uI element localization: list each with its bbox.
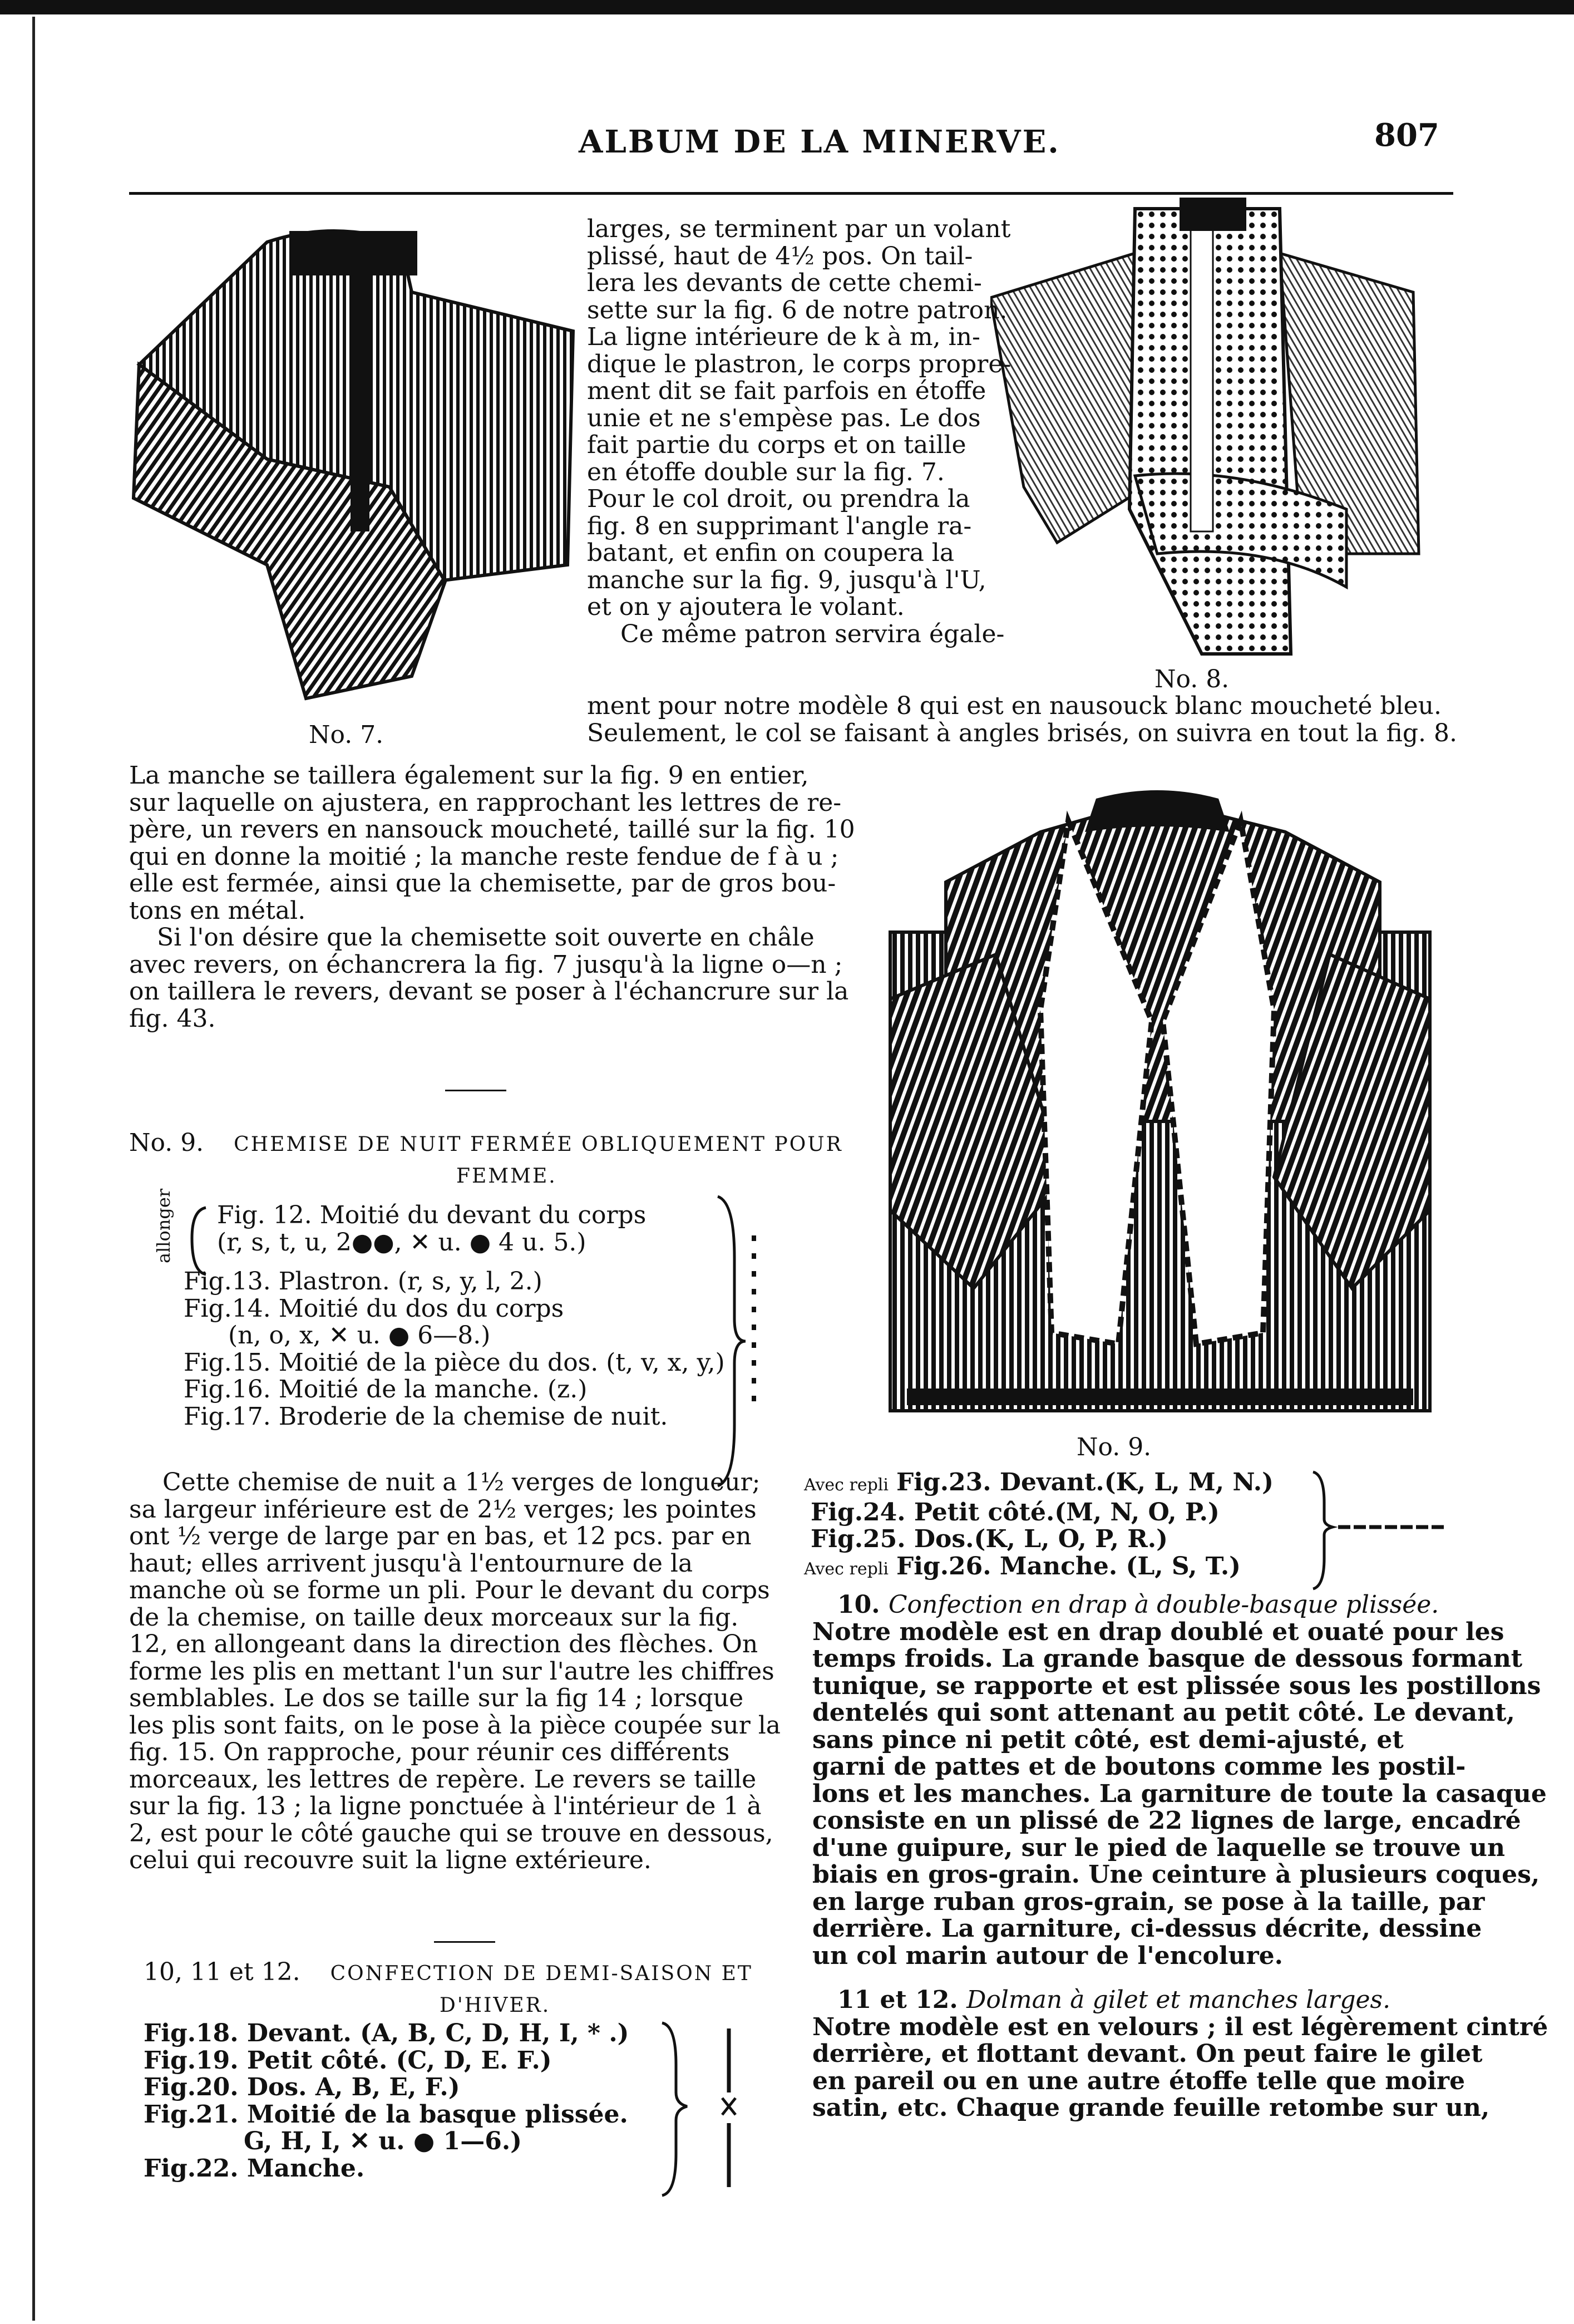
- text-line: batant, et enfin on coupera la: [587, 539, 955, 567]
- fig-item: G, H, I, ✕ u. ● 1—6.): [244, 2127, 522, 2155]
- para10-number: 10.: [837, 1591, 880, 1619]
- para11-title: Dolman à gilet et manches larges.: [966, 1986, 1391, 2014]
- avec-repli-label: Avec repli: [804, 1475, 889, 1495]
- fig-item: Fig.22. Manche.: [144, 2154, 365, 2183]
- text-line: tons en métal.: [129, 896, 306, 925]
- fig-item: Fig.19. Petit côté. (C, D, E. F.): [144, 2046, 552, 2075]
- text-line: fait partie du corps et on taille: [587, 431, 966, 459]
- text-line: forme les plis en mettant l'un sur l'autre les chiffres: [129, 1657, 774, 1686]
- text-left-paragraph: [129, 762, 855, 1032]
- section10-title-line2: D'HIVER.: [440, 1994, 551, 2017]
- fig-item: [804, 1553, 1274, 1583]
- fig-item: Fig. 12. Moitié du devant du corps: [217, 1201, 647, 1229]
- section9-heading: [129, 1130, 843, 1159]
- scan-top-edge: [0, 0, 1574, 14]
- section9-body: [129, 1469, 781, 1874]
- text-line: satin, etc. Chaque grande feuille retombe sur un,: [812, 2094, 1490, 2122]
- right-fig-list: [804, 1469, 1274, 1583]
- text-line: fig. 8 en supprimant l'angle ra-: [587, 511, 972, 540]
- illustration-chemisette-7: [122, 220, 579, 704]
- text-line: biais en gros-grain. Une ceinture à plusieurs coques,: [812, 1860, 1540, 1889]
- section9-fig-list: [184, 1202, 725, 1430]
- section10-heading: [144, 1959, 753, 1988]
- caption-no9: No. 9.: [1077, 1433, 1152, 1461]
- text-line: derrière. La garniture, ci-dessus décrite, dessine: [812, 1914, 1482, 1943]
- running-head: ALBUM DE LA MINERVE.: [579, 124, 1060, 160]
- para10-heading: [837, 1592, 1547, 1619]
- text-line: et on y ajoutera le volant.: [587, 593, 905, 621]
- text-line: d'une guipure, sur le pied de laquelle se trouve un: [812, 1833, 1505, 1862]
- text-line: manche sur la fig. 9, jusqu'à l'U,: [587, 565, 986, 594]
- fig-item: Fig.20. Dos. A, B, E, F.): [144, 2073, 460, 2101]
- text-line: garni de pattes et de boutons comme les postil-: [812, 1752, 1466, 1781]
- section10-number: 10, 11 et 12.: [144, 1958, 300, 1986]
- text-line: consiste en un plissé de 22 lignes de large, encadré: [812, 1806, 1521, 1835]
- section10-title: CONFECTION DE DEMI-SAISON ET: [330, 1962, 753, 1985]
- section9-number: No. 9.: [129, 1129, 204, 1157]
- text-line: on taillera le revers, devant se poser à l'échancrure sur la: [129, 977, 849, 1006]
- text-line: un col marin autour de l'encolure.: [812, 1941, 1283, 1970]
- fig-item: (r, s, t, u, 2●●, ✕ u. ● 4 u. 5.): [217, 1228, 586, 1257]
- text-line: 12, en allongeant dans la direction des flèches. On: [129, 1630, 758, 1658]
- text-line: sans pince ni petit côté, est demi-ajusté, et: [812, 1725, 1404, 1754]
- right-para11: [812, 1987, 1548, 2122]
- section9-title: CHEMISE DE NUIT FERMÉE OBLIQUEMENT POUR: [234, 1133, 843, 1156]
- header-rule: [129, 192, 1453, 195]
- text-column-top: [587, 216, 1011, 648]
- text-line: Notre modèle est en velours ; il est légèrement cintré: [812, 2012, 1548, 2041]
- text-line: Ce même patron servira égale-: [620, 619, 1005, 648]
- text-line: Notre modèle est en drap doublé et ouaté pour les: [812, 1617, 1504, 1646]
- text-line: ment dit se fait parfois en étoffe: [587, 377, 986, 405]
- fig-item: Fig.15. Moitié de la pièce du dos. (t, v, x, y,): [184, 1348, 725, 1377]
- text-line: de la chemise, on taille deux morceaux sur la fig.: [129, 1603, 739, 1632]
- text-line: larges, se terminent par un volant: [587, 215, 1011, 243]
- fig-item: Fig.16. Moitié de la manche. (z.): [184, 1375, 588, 1404]
- text-line: fig. 15. On rapproche, pour réunir ces différents: [129, 1738, 730, 1766]
- illustration-nightgown-9: [885, 787, 1435, 1422]
- fig-item: Fig.21. Moitié de la basque plissée.: [144, 2100, 628, 2129]
- section9-side-label: allonger: [153, 1188, 174, 1263]
- text-line: Seulement, le col se faisant à angles brisés, on suivra en tout la fig. 8.: [587, 718, 1457, 747]
- text-line: celui qui recouvre suit la ligne extérieure.: [129, 1846, 652, 1874]
- para11-heading: [837, 1987, 1548, 2014]
- section10-brace: [657, 2020, 746, 2200]
- text-line: Pour le col droit, ou prendra la: [587, 485, 970, 513]
- text-line: sur laquelle on ajustera, en rapprochant les lettres de re-: [129, 788, 842, 817]
- text-line: sur la fig. 13 ; la ligne ponctuée à l'intérieur de 1 à: [129, 1792, 762, 1820]
- text-line: tunique, se rapporte et est plissée sous les postillons: [812, 1671, 1541, 1700]
- fig-item: [811, 1499, 1274, 1527]
- text-line: derrière, et flottant devant. On peut faire le gilet: [812, 2040, 1483, 2068]
- text-line: dentelés qui sont attenant au petit côté. Le devant,: [812, 1698, 1515, 1727]
- text-line: morceaux, les lettres de repère. Le revers se taille: [129, 1765, 757, 1794]
- fig-item: Fig.13. Plastron. (r, s, y, l, 2.): [184, 1267, 542, 1296]
- fig-text: Fig.25. Dos.(K, L, O, P, R.): [811, 1525, 1168, 1553]
- text-line: La manche se taillera également sur la fig. 9 en entier,: [129, 761, 809, 790]
- fig-item: (n, o, x, ✕ u. ● 6—8.): [228, 1321, 491, 1350]
- text-line: fig. 43.: [129, 1004, 216, 1033]
- text-line: ment pour notre modèle 8 qui est en nausouck blanc moucheté bleu.: [587, 692, 1442, 720]
- page-number: 807: [1374, 117, 1439, 154]
- text-line: lera les devants de cette chemi-: [587, 269, 982, 297]
- text-line: 2, est pour le côté gauche qui se trouve en dessous,: [129, 1819, 773, 1848]
- text-line: haut; elles arrivent jusqu'à l'entournure de la: [129, 1549, 693, 1578]
- text-line: lons et les manches. La garniture de toute la casaque: [812, 1779, 1547, 1808]
- text-line: elle est fermée, ainsi que la chemisette, par de gros bou-: [129, 869, 836, 898]
- fig-item: Fig.14. Moitié du dos du corps: [184, 1294, 564, 1323]
- right-para10: [812, 1592, 1547, 1970]
- para10-title: Confection en drap à double-basque plissée.: [888, 1591, 1439, 1619]
- section9-left-brace: [186, 1205, 209, 1279]
- avec-repli-label: Avec repli: [804, 1559, 889, 1579]
- text-line: en large ruban gros-grain, se pose à la taille, par: [812, 1887, 1485, 1916]
- caption-no8: No. 8.: [1154, 665, 1230, 693]
- section9-title-line2: FEMME.: [456, 1165, 557, 1188]
- text-line: temps froids. La grande basque de dessous formant: [812, 1644, 1523, 1673]
- fig-text: Fig.23. Devant.(K, L, M, N.): [896, 1468, 1274, 1496]
- fig-text: Fig.26. Manche. (L, S, T.): [896, 1552, 1241, 1580]
- text-line: plissé, haut de 4½ pos. On tail-: [587, 242, 973, 270]
- text-line: semblables. Le dos se taille sur la fig 14 ; lorsque: [129, 1684, 744, 1712]
- right-brace: [1307, 1469, 1452, 1594]
- text-line: manche où se forme un pli. Pour le devant du corps: [129, 1576, 770, 1604]
- text-line: père, un revers en nansouck moucheté, taillé sur la fig. 10: [129, 815, 855, 844]
- section-divider: [445, 1090, 506, 1091]
- fig-item: [811, 1526, 1274, 1553]
- scan-left-edge: [32, 17, 35, 2321]
- text-line: dique le plastron, le corps propre-: [587, 349, 1011, 378]
- text-line: avec revers, on échancrera la fig. 7 jusqu'à la ligne o—n ;: [129, 950, 843, 979]
- text-line: La ligne intérieure de k à m, in-: [587, 323, 980, 351]
- text-line: en pareil ou en une autre étoffe telle que moire: [812, 2066, 1466, 2095]
- text-wide-lines: [587, 693, 1457, 747]
- section-divider: [434, 1941, 495, 1943]
- section10-fig-list: [144, 2020, 629, 2182]
- section9-brace: [712, 1191, 762, 1494]
- text-line: ont ½ verge de large par en bas, et 12 pcs. par en: [129, 1522, 752, 1550]
- text-line: en étoffe double sur la fig. 7.: [587, 457, 945, 486]
- text-line: sa largeur inférieure est de 2½ verges; les pointes: [129, 1495, 757, 1524]
- text-line: sette sur la fig. 6 de notre patron.: [587, 296, 1008, 324]
- text-line: Si l'on désire que la chemisette soit ouverte en châle: [157, 923, 815, 952]
- illustration-chemisette-8: [990, 198, 1424, 665]
- text-line: unie et ne s'empèse pas. Le dos: [587, 403, 981, 432]
- fig-item: Fig.17. Broderie de la chemise de nuit.: [184, 1402, 668, 1431]
- para11-number: 11 et 12.: [837, 1986, 958, 2014]
- fig-item: [804, 1469, 1274, 1499]
- fig-item: Fig.18. Devant. (A, B, C, D, H, I, * .): [144, 2019, 629, 2047]
- fig-text: Fig.24. Petit côté.(M, N, O, P.): [811, 1498, 1220, 1527]
- text-line: Cette chemise de nuit a 1½ verges de longueur;: [162, 1468, 761, 1496]
- text-line: qui en donne la moitié ; la manche reste fendue de f à u ;: [129, 842, 839, 871]
- caption-no7: No. 7.: [309, 721, 384, 749]
- text-line: les plis sont faits, on le pose à la pièce coupée sur la: [129, 1711, 781, 1740]
